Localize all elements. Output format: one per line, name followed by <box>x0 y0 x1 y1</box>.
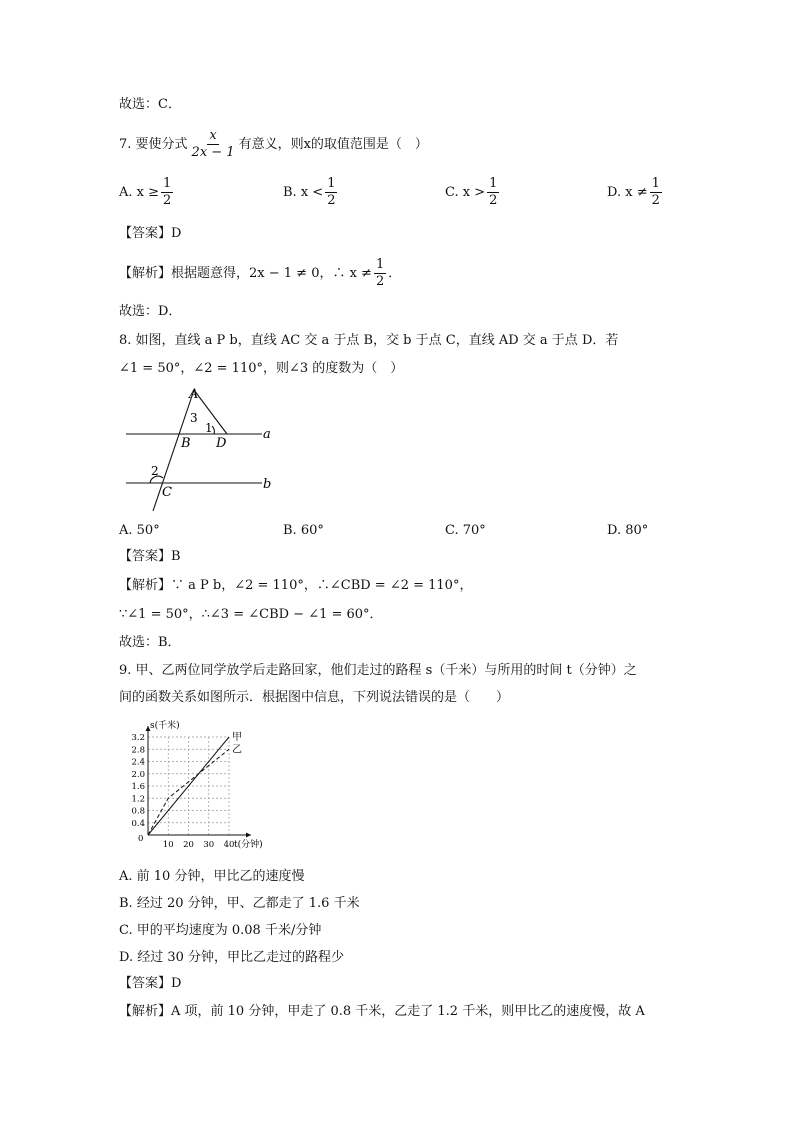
q7-option-c-num: 1 <box>489 176 498 191</box>
q7-fraction <box>190 128 237 161</box>
q9-analysis-line1: 【解析】A 项，前 10 分钟，甲走了 0.8 千米，乙走了 1.2 千米，则甲比乙的速度慢，故 A <box>119 1004 645 1019</box>
q8-analysis-line1: 【解析】∵ a P b，∠2 = 110°，∴∠CBD = ∠2 = 110°， <box>119 578 473 593</box>
q7-analysis <box>119 257 401 290</box>
q8-answer: 【答案】B <box>119 549 181 564</box>
q7-analysis-den: 2 <box>375 274 385 289</box>
q7-option-d-den: 2 <box>651 193 660 208</box>
y-tick-label: 2.8 <box>131 745 145 756</box>
x-tick-label: 20 <box>183 840 194 850</box>
q9-stem-line1: 9. 甲、乙两位同学放学后走路回家，他们走过的路程 s（千米）与所用的时间 t（分钟）之 <box>119 663 637 678</box>
label-angle-1: 1 <box>205 421 213 435</box>
q6-conclusion: 故选：C． <box>119 97 181 112</box>
x-axis-arrow <box>246 833 251 838</box>
q8-conclusion: 故选：B． <box>119 635 181 650</box>
y-tick-label: 2.4 <box>131 757 145 768</box>
q7-option-a <box>119 176 175 209</box>
q7-frac-num: x <box>209 128 217 143</box>
label-point-a: A <box>189 387 199 402</box>
q7-stem-pre: 7. 要使分式 <box>119 137 188 152</box>
q7-answer: 【答案】D <box>119 226 182 241</box>
label-point-c: C <box>162 485 172 500</box>
q9-answer: 【答案】D <box>119 976 182 991</box>
label-line-b: b <box>263 477 272 492</box>
x-tick-label: 10 <box>162 840 174 850</box>
q7-conclusion: 故选：D． <box>119 304 182 319</box>
q7-frac-den: 2x − 1 <box>191 145 235 160</box>
q9-option-d: D. 经过 30 分钟，甲比乙走过的路程少 <box>119 950 345 965</box>
q7-option-b-num: 1 <box>327 176 336 191</box>
y-tick-label: 1.2 <box>131 794 145 805</box>
q9-option-b: B. 经过 20 分钟，甲、乙都走了 1.6 千米 <box>119 896 360 911</box>
q7-option-a-num: 1 <box>163 176 172 191</box>
x-tick-label: 40 <box>223 840 235 850</box>
q9-stem-line2: 间的函数关系如图所示．根据图中信息，下列说法错误的是（ ） <box>119 690 510 705</box>
q7-analysis-post: ． <box>388 266 402 281</box>
label-line-a: a <box>263 427 271 442</box>
q7-stem-post: 有意义，则x的取值范围是（ ） <box>238 137 428 152</box>
q7-option-b-den: 2 <box>327 193 336 208</box>
y-tick-label: 2.0 <box>131 769 145 780</box>
q8-option-c: C. 70° <box>445 523 486 538</box>
chart-ticks <box>131 719 262 850</box>
series-label-1: 甲 <box>232 732 242 743</box>
y-tick-label: 3.2 <box>131 733 145 743</box>
q7-analysis-pre: 【解析】根据题意得，2x − 1 ≠ 0，∴ x ≠ <box>119 266 372 281</box>
q7-analysis-num: 1 <box>375 257 385 272</box>
q8-option-a: A. 50° <box>119 523 160 538</box>
q8-option-b: B. 60° <box>283 523 324 538</box>
q8-stem-line1: 8. 如图，直线 a P b，直线 AC 交 a 于点 B，交 b 于点 C，直线 AD 交 a 于点 D．若 <box>119 333 619 348</box>
label-angle-2: 2 <box>151 464 159 478</box>
q7-option-c-label: C. x > <box>445 185 486 200</box>
q8-analysis-line2: ∵∠1 = 50°，∴∠3 = ∠CBD − ∠1 = 60°． <box>119 607 383 622</box>
series-label-2: 乙 <box>232 744 242 756</box>
q8-option-d: D. 80° <box>607 523 649 538</box>
q7-option-a-den: 2 <box>163 193 172 208</box>
y-tick-label: 0.8 <box>131 806 145 817</box>
q9-distance-time-chart <box>118 718 278 856</box>
q9-option-a: A. 前 10 分钟，甲比乙的速度慢 <box>119 869 305 884</box>
q7-option-b <box>283 176 339 209</box>
label-point-d: D <box>216 436 227 451</box>
x-axis-label: t(分钟) <box>234 840 263 850</box>
q8-stem-line2: ∠1 = 50°，∠2 = 110°，则∠3 的度数为（ ） <box>119 361 404 376</box>
y-axis-label: s(千米) <box>150 721 180 731</box>
q7-option-b-label: B. x < <box>283 185 324 200</box>
q9-option-c: C. 甲的平均速度为 0.08 千米/分钟 <box>119 923 322 938</box>
q7-option-a-label: A. x ≥ <box>119 185 160 200</box>
origin-label: 0 <box>138 834 144 844</box>
q7-stem <box>119 128 428 161</box>
q8-geometry-figure <box>118 384 288 516</box>
x-tick-label: 30 <box>203 840 215 850</box>
y-tick-label: 1.6 <box>131 782 145 792</box>
y-tick-label: 0.4 <box>131 818 145 829</box>
q7-option-c <box>445 176 501 209</box>
q7-option-d <box>607 176 664 209</box>
label-point-b: B <box>181 436 191 451</box>
q7-option-d-label: D. x ≠ <box>607 185 648 200</box>
label-angle-3: 3 <box>190 411 198 425</box>
q7-option-d-num: 1 <box>651 176 660 191</box>
chart-series <box>148 731 242 835</box>
q7-option-c-den: 2 <box>489 193 498 208</box>
